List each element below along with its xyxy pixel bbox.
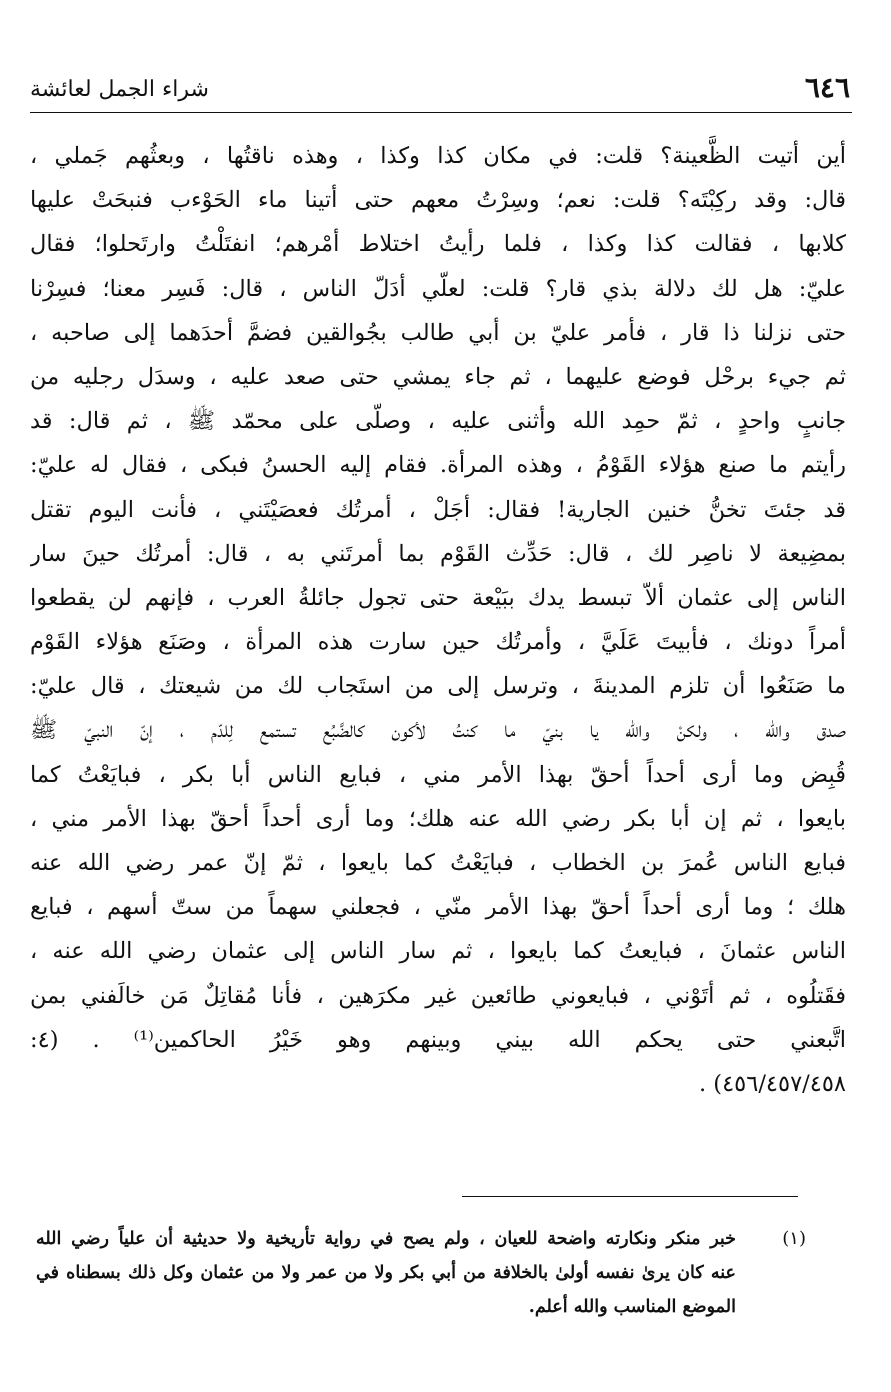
- text-line: بمضِيعة لا ناصِر لك ، قال: حَدِّث القَوْم بما أمرتَني به ، قال: أمرتُك حينَ سار: [30, 540, 846, 567]
- text-line: ٤٥٦/٤٥٧/٤٥٨) .: [698, 1070, 846, 1097]
- text-line: أين أتيت الظَّعينة؟ قلت: في مكان كذا وكذا ، وهذه ناقتُها ، وبعثُهم جَملي ،: [30, 143, 846, 169]
- header-rule: [30, 112, 852, 113]
- text-line: حتى نزلنا ذا قار ، فأمر عليّ بن أبي طالب بجُوالقين فضمَّ أحدَهما إلى صاحبه ،: [30, 319, 846, 346]
- text-line: قد جئتَ تخنُّ خنين الجارية! فقال: أجَلْ ، أمرتُك فعصَيْتَني ، فأنت اليوم تقتل: [30, 496, 846, 523]
- text-line: ثم جيء برحْل فوضع عليهما ، ثم جاء يمشي حتى صعد عليه ، وسدَل رجليه من: [30, 363, 846, 390]
- text-line: أمراً دونك ، فأبيتَ عَلَيَّ ، وأمرتُك حين سارت هذه المرأة ، وصَنَع هؤلاء القَوْم: [30, 629, 846, 656]
- text-line: كلابها ، فقالت كذا وكذا ، فلما رأيتُ اختلاط أمْرهم؛ انفتَلْتُ وارتَحلوا؛ فقال: [30, 231, 846, 258]
- text-line: الناس عثمانَ ، فبايعتُ كما بايعوا ، ثم سار الناس إلى عثمان رضي الله عنه ،: [30, 938, 846, 965]
- footnote-separator: [462, 1196, 798, 1197]
- footnote-line: عنه كان يرىٰ نفسه أولىٰ بالخلافة من أبي بكر ولا من عمر ولا من عثمان وكل ذلك بسطناه في: [36, 1263, 736, 1283]
- text-line: ما صَنَعُوا أن تلزم المدينةَ ، وترسل إلى من استَجاب لك من شيعتك ، قال عليّ:: [30, 673, 846, 700]
- text-line: رأيتم ما صنع هؤلاء القَوْمُ ، وهذه المرأة. فقام إليه الحسنُ فبكى ، فقال له عليّ:: [30, 452, 846, 479]
- text-line: اتَّبعني حتى يحكم الله بيني وبينهم وهو خَيْرُ الحاكمين⁽¹⁾ . (٤:: [30, 1026, 846, 1053]
- page-number: ٦٤٦: [804, 71, 850, 104]
- footnote-marker: (١): [782, 1228, 806, 1249]
- footnote-line: خبر منكر ونكارته واضحة للعيان ، ولم يصح في رواية تأريخية ولا حديثية أن علياً رضي الله: [36, 1229, 736, 1249]
- text-line: فبايع الناس عُمرَ بن الخطاب ، فبايَعْتُ كما بايعوا ، ثمّ إنّ عمر رضي الله عنه: [30, 850, 846, 876]
- text-line: جانبٍ واحدٍ ، ثمّ حمِد الله وأثنى عليه ، وصلّى على محمّد ﷺ ، ثم قال: قد: [30, 408, 846, 435]
- text-line: صدق والله ، ولكنْ والله يا بنيّ ما كنتُ لأكون كالضَّبُع تستمع لِلدّم ، إنّ النبيّ ﷺ: [30, 717, 846, 744]
- footnote-line: الموضع المناسب والله أعلم.: [528, 1297, 736, 1317]
- footnote-text: [36, 1222, 736, 1324]
- text-line: بايعوا ، ثم إن أبا بكر رضي الله عنه هلك؛ وما أرى أحداً أحقّ بهذا الأمر مني ،: [30, 805, 846, 832]
- text-line: فقَتلُوه ، ثم أتَوْني ، فبايعوني طائعين غير مكرَهين ، فأنا مُقاتِلٌ مَن خالَفني بمن: [30, 982, 846, 1009]
- text-line: قال: وقد ركِبْتَه؟ قلت: نعم؛ وسِرْتُ معهم حتى أتينا ماء الحَوْءب فنبحَتْ عليها: [30, 187, 846, 214]
- text-line: قُبِض وما أرى أحداً أحقّ بهذا الأمر مني ، فبايع الناس أبا بكر ، فبايَعْتُ كما: [30, 761, 846, 788]
- page-header: [30, 68, 850, 108]
- text-line: الناس إلى عثمان ألاّ تبسط يدك ببَيْعة حتى تجول جائلةُ العرب ، فإنهم لن يقطعوا: [30, 584, 846, 611]
- running-title: شراء الجمل لعائشة: [30, 77, 209, 102]
- text-line: هلك ؛ وما أرى أحداً أحقّ بهذا الأمر منّي ، فجعلني سهماً من ستّ أسهم ، فبايع: [30, 894, 846, 921]
- text-line: عليّ: هل لك دلالة بذي قار؟ قلت: لعلّي أدَلّ الناس ، قال: فَسِر معنا؛ فسِرْنا: [30, 275, 846, 302]
- main-text: [30, 134, 846, 1106]
